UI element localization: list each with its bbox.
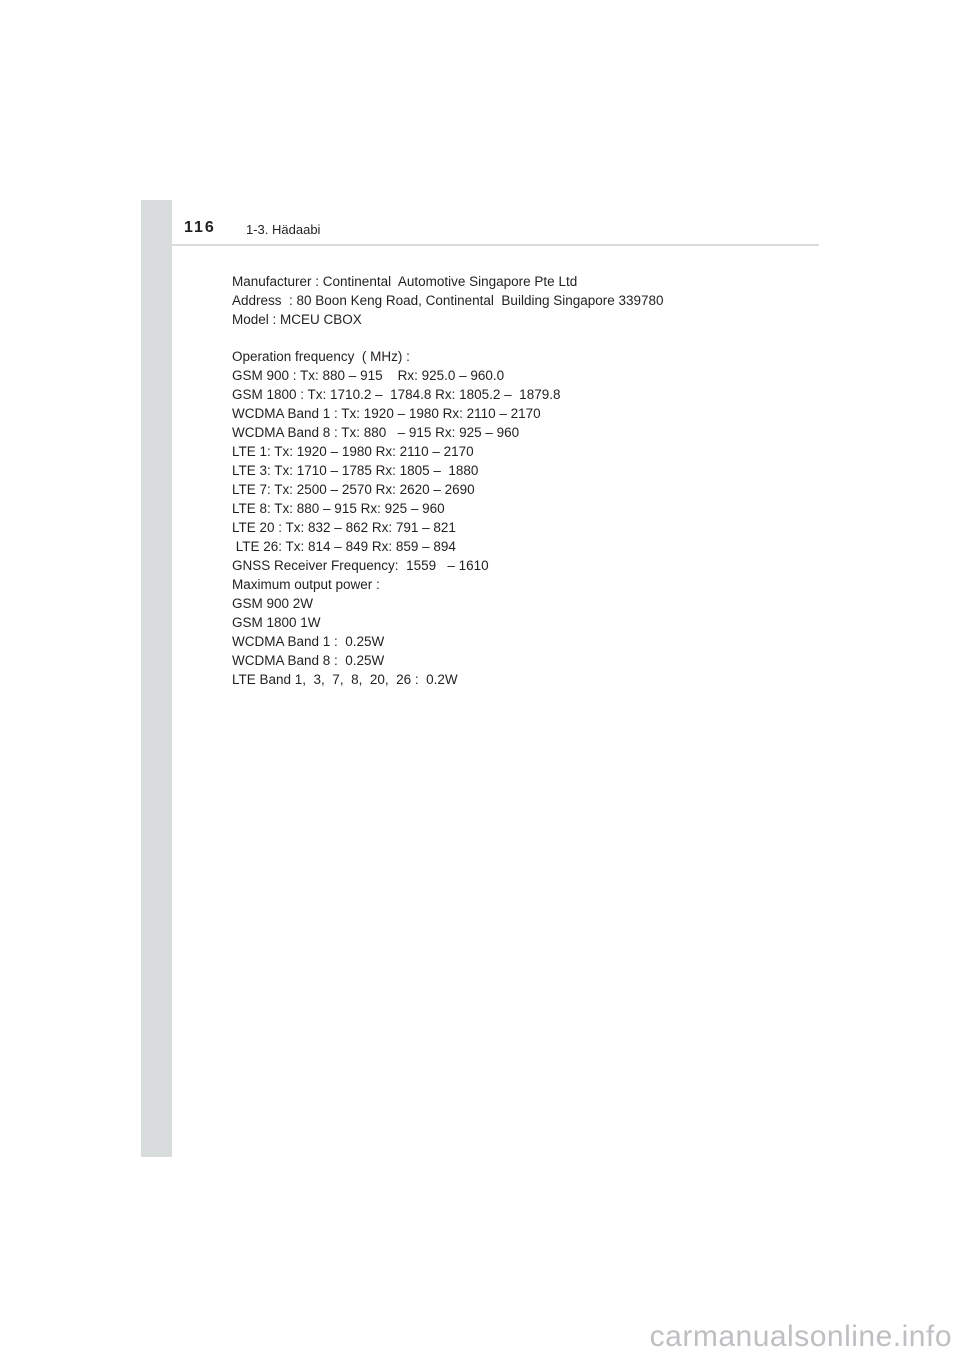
- spec-line-wcdma1: WCDMA Band 1 : Tx: 1920 – 1980 Rx: 2110 – 2170: [232, 406, 541, 421]
- power-line-lte: LTE Band 1, 3, 7, 8, 20, 26 : 0.2W: [232, 672, 458, 687]
- power-line-gsm1800: GSM 1800 1W: [232, 615, 321, 630]
- address-line: Address : 80 Boon Keng Road, Continental Building Singapore 339780: [232, 293, 664, 308]
- spec-line-lte8: LTE 8: Tx: 880 – 915 Rx: 925 – 960: [232, 501, 445, 516]
- spec-line-lte7: LTE 7: Tx: 2500 – 2570 Rx: 2620 – 2690: [232, 482, 475, 497]
- document-body: [232, 272, 812, 689]
- spec-line-gsm900: GSM 900 : Tx: 880 – 915 Rx: 925.0 – 960.0: [232, 368, 505, 383]
- header-divider: [141, 244, 819, 246]
- frequency-block: [232, 347, 812, 689]
- spec-line-lte1: LTE 1: Tx: 1920 – 1980 Rx: 2110 – 2170: [232, 444, 474, 459]
- spec-line-gnss: GNSS Receiver Frequency: 1559 – 1610: [232, 558, 489, 573]
- site-watermark: carmanualsonline.info: [649, 1320, 952, 1353]
- frequency-heading: Operation frequency ( MHz) :: [232, 349, 410, 364]
- model-line: Model : MCEU CBOX: [232, 312, 362, 327]
- manufacturer-line: Manufacturer : Continental Automotive Singapore Pte Ltd: [232, 274, 578, 289]
- device-info-block: [232, 272, 812, 329]
- power-line-wcdma8: WCDMA Band 8 : 0.25W: [232, 653, 385, 668]
- section-title: 1-3. Hädaabi: [246, 222, 321, 237]
- power-line-gsm900: GSM 900 2W: [232, 596, 314, 611]
- spec-line-lte20: LTE 20 : Tx: 832 – 862 Rx: 791 – 821: [232, 520, 456, 535]
- spec-line-lte3: LTE 3: Tx: 1710 – 1785 Rx: 1805 – 1880: [232, 463, 479, 478]
- spec-line-lte26: LTE 26: Tx: 814 – 849 Rx: 859 – 894: [232, 539, 456, 554]
- spec-line-gsm1800: GSM 1800 : Tx: 1710.2 – 1784.8 Rx: 1805.2 – 1879.8: [232, 387, 561, 402]
- power-line-wcdma1: WCDMA Band 1 : 0.25W: [232, 634, 385, 649]
- spec-line-wcdma8: WCDMA Band 8 : Tx: 880 – 915 Rx: 925 – 960: [232, 425, 520, 440]
- page-number: 116: [184, 219, 216, 236]
- side-band: [141, 200, 172, 1157]
- power-heading: Maximum output power :: [232, 577, 380, 592]
- paragraph-gap: [232, 329, 812, 347]
